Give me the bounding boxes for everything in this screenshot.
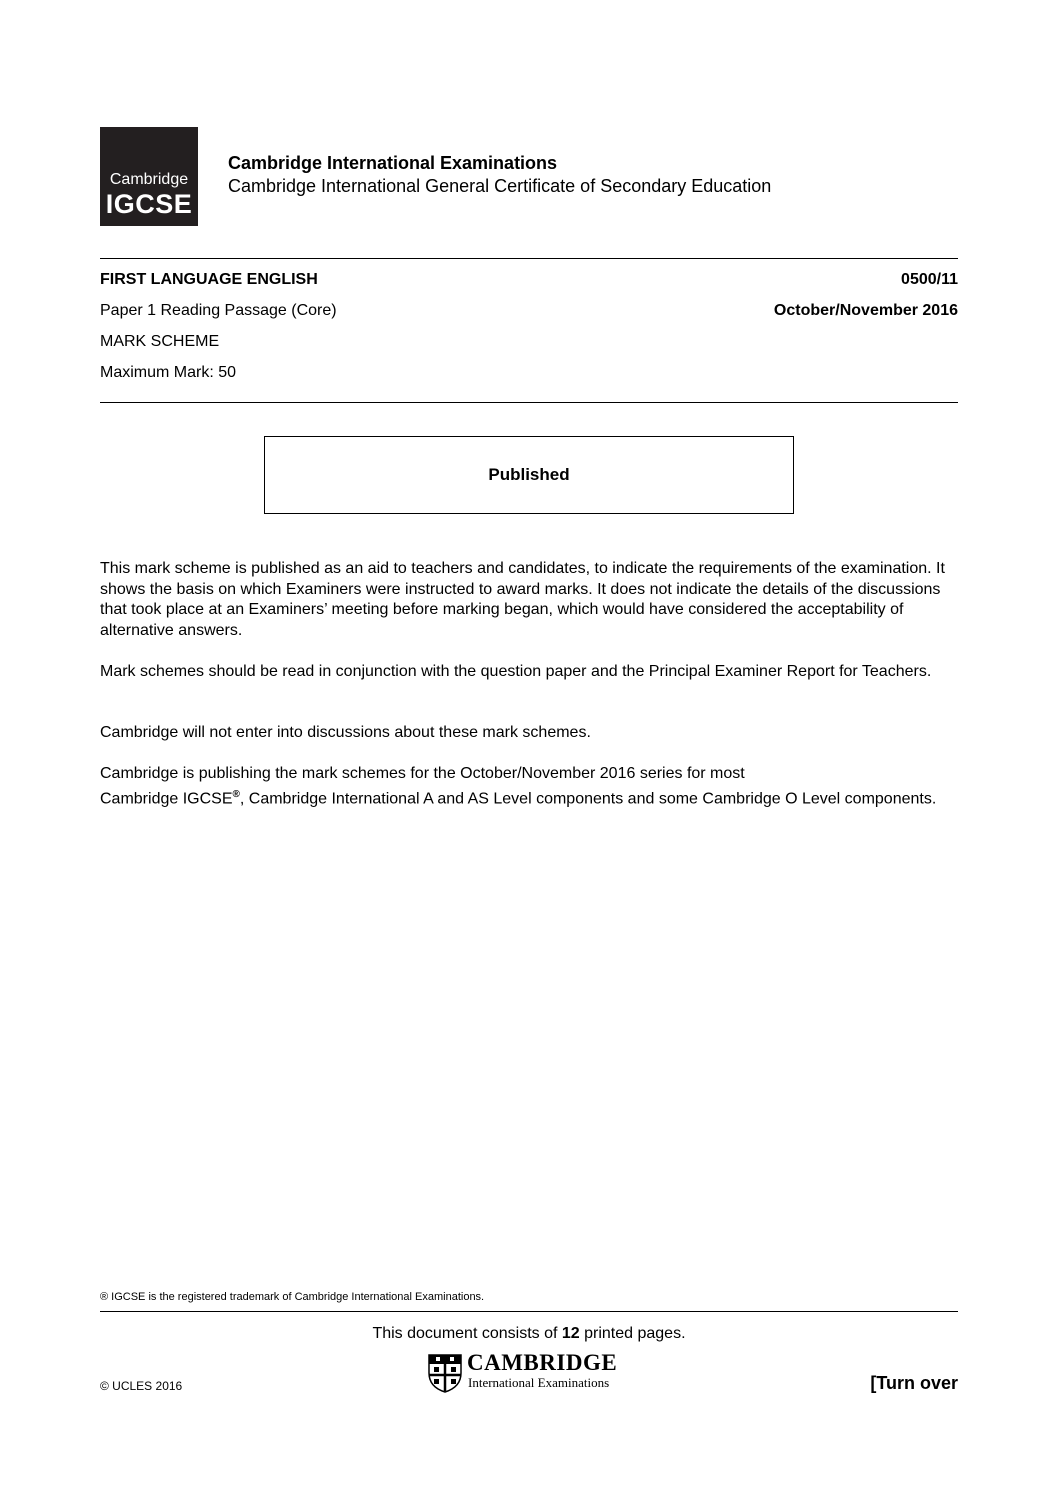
publishing-text-b: Cambridge IGCSE	[100, 790, 233, 808]
logo-line1: Cambridge	[109, 171, 189, 188]
crest-icon	[427, 1353, 463, 1393]
page-count-pre: This document consists of	[372, 1325, 562, 1342]
cambridge-wordmark: CAMBRIDGE	[467, 1350, 618, 1375]
maximum-mark: Maximum Mark: 50	[100, 364, 237, 381]
divider	[100, 1311, 958, 1312]
published-label: Published	[488, 465, 570, 484]
page-count	[0, 1325, 1058, 1343]
paragraph-purpose: This mark scheme is published as an aid to teachers and candidates, to indicate the requirements of the examination. It shows the basis on which Examiners were instructed to award marks. It does not indicate the details of the discussions that took place at an Examiners’ meeting before marking began, which would have considered the acceptability of alternative answers.	[100, 560, 945, 640]
published-box	[264, 436, 794, 514]
publishing-text-a: Cambridge is publishing the mark schemes for the October/November 2016 series for most	[100, 765, 745, 782]
page-count-post: printed pages.	[579, 1325, 686, 1342]
page-count-number: 12	[561, 1325, 580, 1342]
paragraph-conjunction: Mark schemes should be read in conjunction with the question paper and the Principal Examiner Report for Teachers.	[100, 663, 932, 680]
paragraph-discussions: Cambridge will not enter into discussions about these mark schemes.	[100, 724, 591, 741]
cambridge-subtitle: International Examinations	[468, 1375, 610, 1390]
certificate-name: Cambridge International General Certificate of Secondary Education	[228, 176, 772, 196]
cambridge-igcse-logo	[100, 127, 198, 226]
trademark-note: ® IGCSE is the registered trademark of Cambridge International Examinations.	[100, 1291, 485, 1303]
cambridge-logo	[427, 1350, 618, 1398]
exam-session: October/November 2016	[773, 302, 958, 319]
document-type: MARK SCHEME	[100, 333, 220, 350]
paper-name: Paper 1 Reading Passage (Core)	[100, 302, 337, 319]
publishing-text-c: , Cambridge International A and AS Level components and some Cambridge O Level components.	[239, 790, 937, 808]
copyright: © UCLES 2016	[100, 1379, 183, 1393]
turn-over: [Turn over	[870, 1373, 958, 1393]
logo-line2: IGCSE	[105, 189, 193, 219]
paper-code: 0500/11	[901, 271, 958, 288]
paragraph-publishing	[100, 764, 960, 810]
registered-mark: ®	[232, 788, 240, 800]
divider	[100, 402, 958, 403]
org-name: Cambridge International Examinations	[228, 153, 558, 173]
subject-title: FIRST LANGUAGE ENGLISH	[100, 271, 318, 288]
divider	[100, 258, 958, 259]
